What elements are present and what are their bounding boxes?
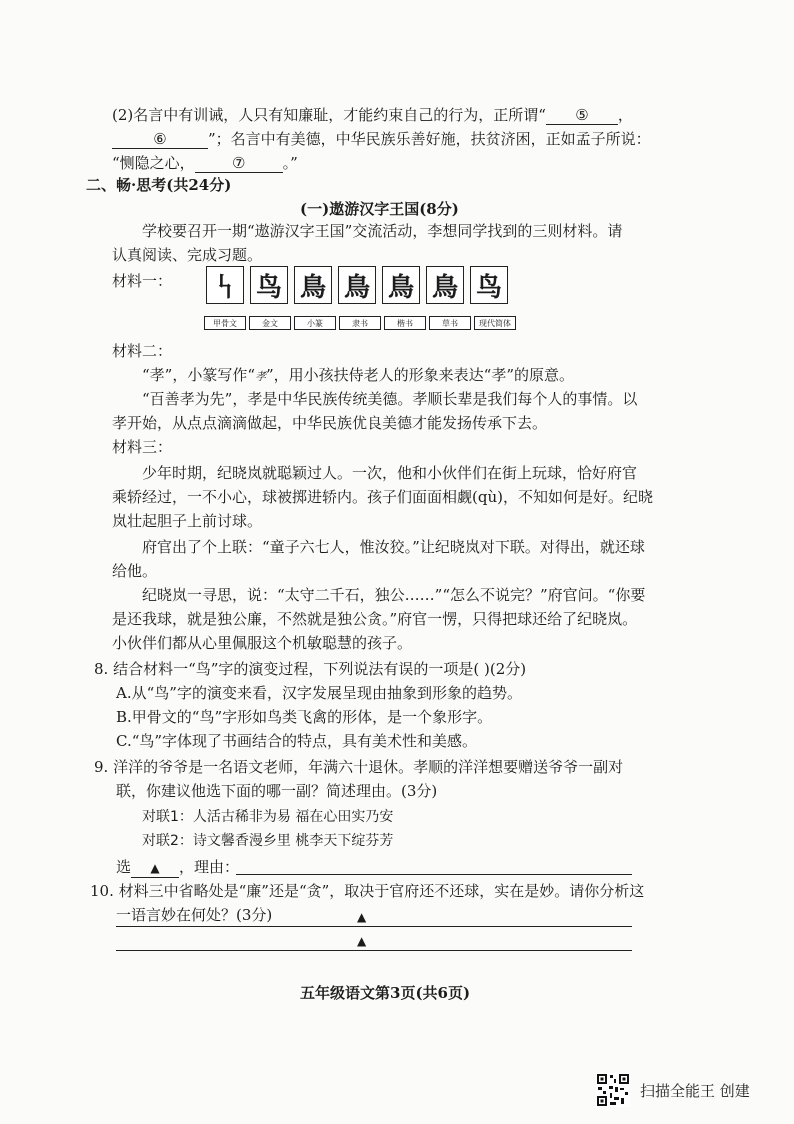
glyph-oracle-bone: 𠃑 — [206, 266, 244, 304]
glyph-clerical: 鳥 — [338, 266, 376, 304]
material3-p3-line2: 是还我球，就是独公廉，不然就是独公贪。”府官一愣，只得把球还给了纪晓岚。 — [112, 610, 638, 628]
q2-line-2: ⑥ ”；名言中有美德，中华民族乐善好施，扶贫济困，正如孟子所说： — [112, 128, 651, 150]
script-label: 现代简体 — [474, 316, 516, 330]
page-footer: 五年级语文第3页(共6页) — [300, 984, 471, 1002]
script-label: 金文 — [249, 316, 291, 330]
material2-p2-line1: “百善孝为先”，孝是中华民族传统美德。孝顺长辈是我们每个人的事情。以 — [142, 390, 638, 408]
material3-p3-line3: 小伙伴们都从心里佩服这个机敏聪慧的孩子。 — [112, 634, 413, 652]
q10-answer-line-2[interactable] — [116, 950, 632, 951]
material2-p2-line2: 孝开始，从点点滴滴做起，中华民族优良美德才能发扬传承下去。 — [112, 414, 548, 432]
intro-line-2: 认真阅读、完成习题。 — [112, 246, 263, 264]
q9-stem-line2: 联，你建议他选下面的哪一副？简述理由。(3分) — [116, 782, 438, 800]
script-labels — [204, 316, 516, 330]
qr-code-icon — [596, 1073, 630, 1107]
q9-answer-line: 选 ▲ ，理由： — [116, 858, 240, 876]
script-label: 小篆 — [294, 316, 336, 330]
blank-5[interactable]: ⑤ — [546, 106, 618, 125]
couplet-1: 对联1：人活古稀非为易 福在心田实乃安 — [142, 809, 394, 825]
q8-stem: 8. 结合材料一“鸟”字的演变过程，下列说法有误的一项是( )(2分) — [94, 660, 527, 678]
material3-p2-line1: 府官出了个上联：“童子六七人，惟汝狡。”让纪晓岚对下联。对得出，就还球 — [142, 538, 645, 556]
glyph-simplified: 鸟 — [470, 266, 508, 304]
q10-stem-line2: 一语言妙在何处？(3分) — [116, 906, 273, 924]
material3-p2-line2: 给他。 — [112, 562, 158, 580]
script-label: 草书 — [429, 316, 471, 330]
q8-option-b[interactable]: B.甲骨文的“鸟”字形如鸟类飞禽的形体，是一个象形字。 — [116, 708, 493, 726]
script-label: 甲骨文 — [204, 316, 246, 330]
material2-p1: “孝”，小篆写作“孝”，用小孩扶侍老人的形象来表达“孝”的原意。 — [142, 366, 575, 384]
material2-label: 材料二： — [112, 342, 173, 360]
reason-answer-line[interactable] — [236, 874, 632, 875]
scanner-watermark: 扫描全能王 创建 — [640, 1082, 750, 1100]
intro-line-1: 学校要召开一期“遨游汉字王国”交流活动，李想同学找到的三则材料。请 — [142, 222, 623, 240]
q9-stem-line1: 9. 洋洋的爷爷是一名语文老师，年满六十退休。孝顺的洋洋想要赠送爷爷一副对 — [94, 758, 624, 776]
glyph-bronze: 鸟 — [250, 266, 288, 304]
q8-option-c[interactable]: C.“鸟”字体现了书画结合的特点，具有美术性和美感。 — [116, 732, 478, 750]
q2-line-1: (2)名言中有训诫，人只有知廉耻，才能约束自己的行为，正所谓“ ⑤ ， — [112, 106, 633, 124]
answer-triangle-icon: ▲ — [150, 861, 160, 875]
script-label: 楷书 — [384, 316, 426, 330]
q8-option-a[interactable]: A.从“鸟”字的演变来看，汉字发展呈现由抽象到形象的趋势。 — [116, 684, 522, 702]
answer-triangle-icon: ▲ — [357, 910, 367, 924]
couplet-2: 对联2：诗文馨香漫乡里 桃李天下绽芬芳 — [142, 833, 394, 849]
blank-6[interactable]: ⑥ — [112, 130, 208, 149]
glyph-small-seal: 鳥 — [294, 266, 332, 304]
script-label: 隶书 — [339, 316, 381, 330]
glyph-regular: 鳥 — [382, 266, 420, 304]
material3-p1-line3: 岚壮起胆子上前讨球。 — [112, 512, 263, 530]
answer-triangle-icon: ▲ — [357, 934, 367, 948]
sub-heading: (一)遨游汉字王国(8分) — [300, 200, 459, 218]
material1-label: 材料一： — [112, 272, 173, 290]
material3-p1-line1: 少年时期，纪晓岚就聪颖过人。一次，他和小伙伴们在街上玩球，恰好府官 — [142, 464, 638, 482]
glyph-cursive: 鳥 — [426, 266, 464, 304]
q10-answer-line-1[interactable] — [116, 926, 632, 927]
blank-7[interactable]: ⑦ — [195, 154, 283, 173]
choice-blank[interactable] — [131, 858, 179, 878]
section-heading: 二、畅·思考(共24分) — [86, 176, 232, 194]
material3-label: 材料三： — [112, 438, 173, 456]
q2-line-3: “恻隐之心， ⑦ 。” — [112, 154, 298, 172]
material3-p1-line2: 乘轿经过，一不小心，球被掷进轿内。孩子们面面相觑(qù)，不知如何是好。纪晓 — [112, 488, 653, 506]
glyph-evolution-strip — [206, 266, 508, 304]
q10-stem-line1: 10. 材料三中省略处是“廉”还是“贪”，取决于官府还不还球，实在是妙。请你分析这 — [90, 882, 645, 900]
seal-xiao-glyph: 孝 — [255, 370, 267, 383]
material3-p3-line1: 纪晓岚一寻思，说：“太守二千石，独公……”“怎么不说完？”府官问。“你要 — [142, 586, 646, 604]
